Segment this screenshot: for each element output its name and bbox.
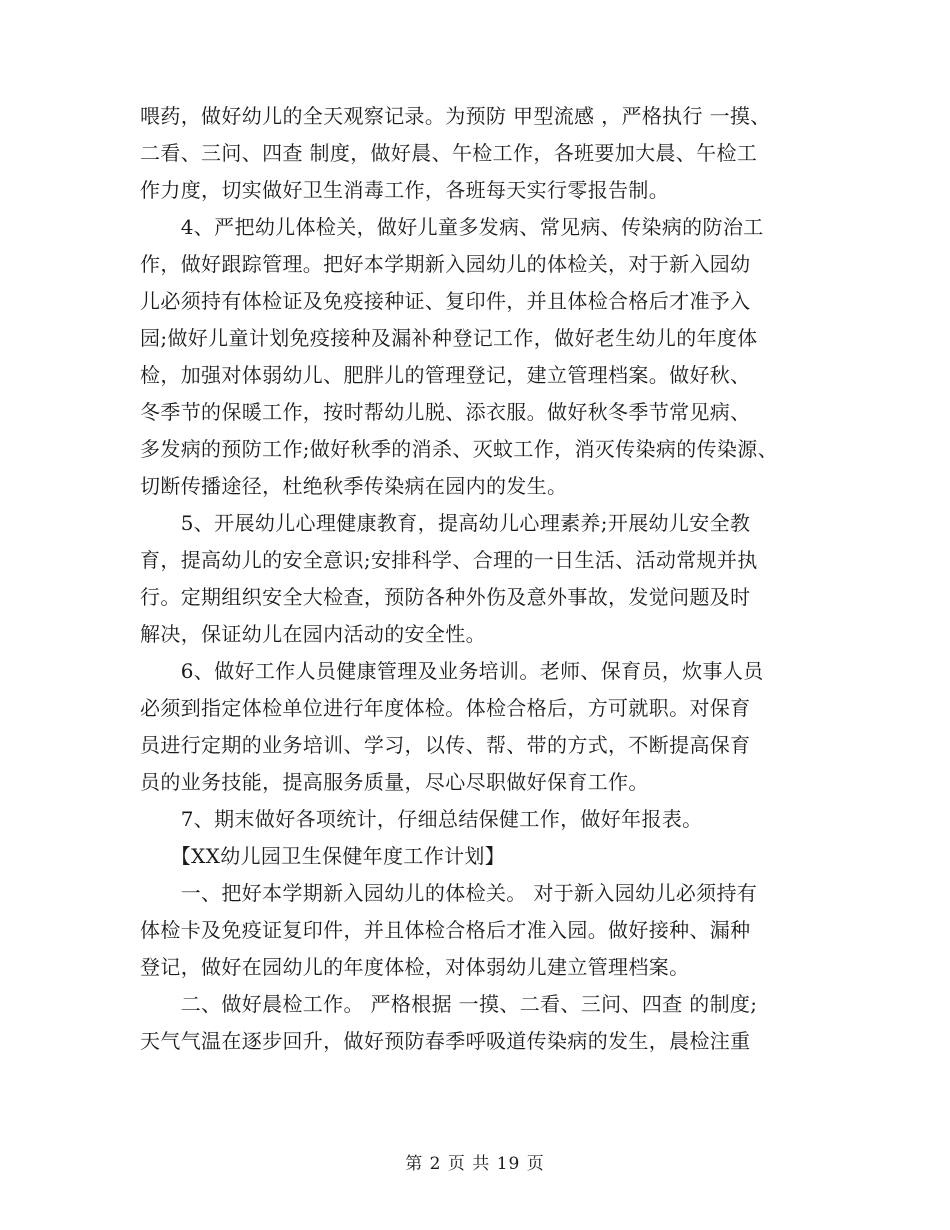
text-line: 育，提高幼儿的安全意识;安排科学、合理的一日生活、活动常规并执 — [140, 548, 758, 572]
text-line: 作力度，切实做好卫生消毒工作，各班每天实行零报告制。 — [140, 178, 670, 202]
text-line: 园;做好儿童计划免疫接种及漏补种登记工作，做好老生幼儿的年度体 — [140, 326, 758, 350]
text-line: 多发病的预防工作;做好秋季的消杀、灭蚊工作，消灭传染病的传染源、 — [140, 437, 778, 461]
text-line: 6、做好工作人员健康管理及业务培训。老师、保育员，炊事人员 — [140, 659, 764, 683]
page-number-footer: 第 2 页 共 19 页 — [405, 1154, 545, 1174]
text-line: 解决，保证幼儿在园内活动的安全性。 — [140, 622, 486, 646]
text-line: 作，做好跟踪管理。把好本学期新入园幼儿的体检关，对于新入园幼 — [140, 252, 751, 276]
text-line: 员进行定期的业务培训、学习，以传、帮、带的方式，不断提高保育 — [140, 733, 751, 757]
text-line: 体检卡及免疫证复印件，并且体检合格后才准入园。做好接种、漏种 — [140, 918, 751, 942]
text-line: 员的业务技能，提高服务质量，尽心尽职做好保育工作。 — [140, 770, 649, 794]
text-line: 一、把好本学期新入园幼儿的体检关。 对于新入园幼儿必须持有 — [140, 881, 758, 905]
text-line: 检，加强对体弱幼儿、肥胖儿的管理登记，建立管理档案。做好秋、 — [140, 363, 751, 387]
text-line: 4、严把幼儿体检关，做好儿童多发病、常见病、传染病的防治工 — [140, 215, 764, 239]
text-line: 冬季节的保暖工作，按时帮幼儿脱、添衣服。做好秋冬季节常见病、 — [140, 400, 751, 424]
text-line: 必须到指定体检单位进行年度体检。体检合格后，方可就职。对保育 — [140, 696, 751, 720]
text-line: 二看、三问、四查 制度，做好晨、午检工作，各班要加大晨、午检工 — [140, 141, 758, 165]
text-line: 7、期末做好各项统计，仔细总结保健工作，做好年报表。 — [140, 807, 703, 831]
text-line: 行。定期组织安全大检查，预防各种外伤及意外事故，发觉问题及时 — [140, 585, 751, 609]
text-line: 儿必须持有体检证及免疫接种证、复印件，并且体检合格后才准予入 — [140, 289, 751, 313]
section-heading: 【XX幼儿园卫生保健年度工作计划】 — [140, 844, 506, 868]
text-line: 喂药，做好幼儿的全天观察记录。为预防 甲型流感 ，严格执行 一摸、 — [140, 104, 771, 128]
text-line: 登记，做好在园幼儿的年度体检，对体弱幼儿建立管理档案。 — [140, 955, 690, 979]
text-line: 5、开展幼儿心理健康教育，提高幼儿心理素养;开展幼儿安全教 — [140, 511, 751, 535]
text-line: 天气气温在逐步回升，做好预防春季呼吸道传染病的发生，晨检注重 — [140, 1029, 751, 1053]
text-line: 二、做好晨检工作。 严格根据 一摸、二看、三问、四查 的制度; — [140, 992, 758, 1016]
text-line: 切断传播途径，杜绝秋季传染病在园内的发生。 — [140, 474, 568, 498]
document-body — [140, 98, 820, 1060]
